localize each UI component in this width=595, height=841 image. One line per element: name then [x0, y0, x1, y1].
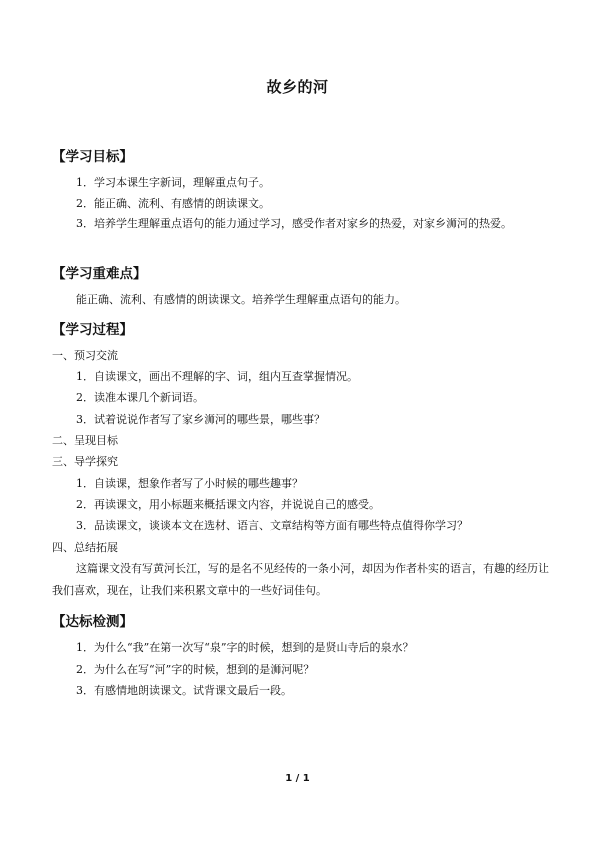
- process-item: 3．试着说说作者写了家乡浉河的哪些景，哪些事？: [76, 413, 325, 426]
- document-title: 故乡的河: [266, 78, 329, 96]
- key-points-heading: 【学习重难点】: [52, 266, 147, 282]
- page-number: 1 / 1: [285, 773, 310, 784]
- assessment-heading: 【达标检测】: [52, 614, 133, 630]
- process-item: 1．自读课，想象作者写了小时候的哪些趣事？: [76, 477, 303, 490]
- process-item: 2．再读课文，用小标题来概括课文内容，并说说自己的感受。: [76, 498, 380, 511]
- process-section-3: 三、导学探究: [52, 455, 118, 468]
- objective-item: 3．培养学生理解重点语句的能力通过学习，感受作者对家乡的热爱，对家乡浉河的热爱。: [76, 217, 512, 230]
- objectives-heading: 【学习目标】: [52, 149, 133, 165]
- process-section-1: 一、预习交流: [52, 349, 118, 362]
- process-heading: 【学习过程】: [52, 322, 133, 338]
- assessment-item: 2．为什么在写“河”字的时候，想到的是浉河呢？: [76, 663, 315, 676]
- assessment-item: 1．为什么“我”在第一次写“泉”字的时候，想到的是贤山寺后的泉水？: [76, 641, 414, 654]
- objective-item: 2．能正确、流利、有感情的朗读课文。: [76, 197, 270, 210]
- assessment-item: 3．有感情地朗读课文。试背课文最后一段。: [76, 684, 292, 697]
- process-item: 2．读准本课几个新词语。: [76, 391, 204, 404]
- process-section-2: 二、呈现目标: [52, 434, 118, 447]
- process-item: 3．品读课文，谈谈本文在选材、语言、文章结构等方面有哪些特点值得你学习？: [76, 519, 468, 532]
- process-section-4: 四、总结拓展: [52, 541, 118, 554]
- process-item: 1．自读课文，画出不理解的字、词，组内互查掌握情况。: [76, 370, 358, 383]
- objective-item: 1．学习本课生字新词，理解重点句子。: [76, 176, 270, 189]
- summary-paragraph: 这篇课文没有写黄河长江，写的是名不见经传的一条小河，却因为作者朴实的语言，有趣的经历让我们喜欢，现在，让我们来积累文章中的一些好词佳句。: [52, 562, 549, 597]
- key-points-text: 能正确、流利、有感情的朗读课文。培养学生理解重点语句的能力。: [76, 293, 406, 306]
